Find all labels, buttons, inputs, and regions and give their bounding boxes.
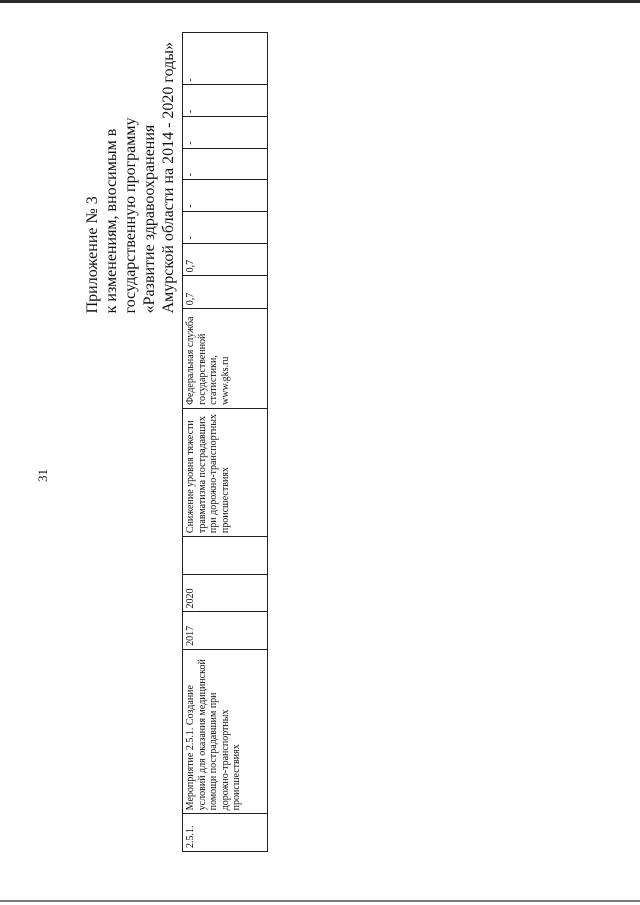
year-start-cell: 2017 [183,612,268,649]
table-row [183,33,268,852]
header-line-1: Приложение № 3 [84,196,101,314]
value-cell: - [183,33,268,85]
header-line-2: к изменениям, вносимым в [103,128,120,314]
measure-cell: Мероприятие 2.5.1. Создание условий для оказания медицинской помощи пострадавшим при дорожно-транспортных происшествиях [183,649,268,813]
scan-edge-bottom [0,900,640,902]
indicator-cell: Снижение уровня тяжести травматизма пострадавших при дорожно-транспортных происшествиях [183,408,268,536]
value-cell: - [183,180,268,212]
value-cell: - [183,117,268,149]
rotated-document [35,32,270,852]
value-cell: - [183,85,268,117]
empty-cell [183,537,268,575]
appendix-header [83,42,178,313]
header-line-5: Амурской области на 2014 - 2020 годы» [160,42,177,314]
year-end-cell: 2020 [183,575,268,612]
program-table [182,32,268,852]
value-cell: - [183,148,268,180]
page-number: 31 [35,469,50,482]
scan-edge-top [0,0,640,3]
header-line-4: «Развитие здравоохранения [141,124,158,314]
value-cell: 0,7 [183,243,268,276]
value-cell: 0,7 [183,276,268,309]
source-cell: Федеральная служба государственной статистики, www.gks.ru [183,309,268,409]
header-line-3: государственную программу [122,117,139,314]
row-number: 2.5.1. [183,814,268,852]
value-cell: - [183,211,268,243]
